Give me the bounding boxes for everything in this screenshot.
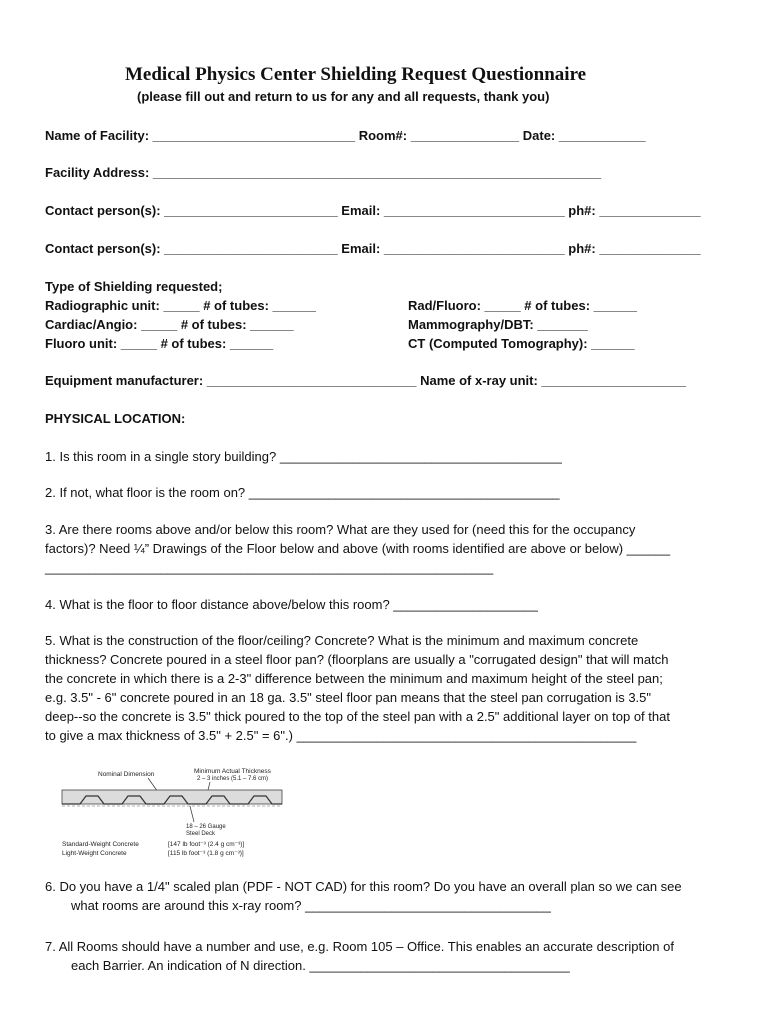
facility-line[interactable]: Name of Facility: ____________________________ Room#: _______________ Date: ____________ xyxy=(45,128,646,143)
question-7-line-2[interactable]: each Barrier. An indication of N direction. ____________________________________ xyxy=(71,958,570,973)
shielding-fluoro[interactable]: Fluoro unit: _____ # of tubes: ______ xyxy=(45,336,274,351)
shielding-mammography[interactable]: Mammography/DBT: _______ xyxy=(408,317,588,332)
question-5-line-3: the concrete in which there is a 2-3" difference between the minimum and maximum height of the steel pan; xyxy=(45,671,663,686)
shielding-radiographic[interactable]: Radiographic unit: _____ # of tubes: ______ xyxy=(45,298,316,313)
question-7-line-1: 7. All Rooms should have a number and use, e.g. Room 105 – Office. This enables an accurate description of xyxy=(45,939,674,954)
diagram-deck-label: Steel Deck xyxy=(186,831,216,837)
question-5-line-1: 5. What is the construction of the floor/ceiling? Concrete? What is the minimum and maximum concrete xyxy=(45,633,639,648)
question-2[interactable]: 2. If not, what floor is the room on? ___________________________________________ xyxy=(45,485,560,500)
diagram-min-thickness-label: Minimum Actual Thickness xyxy=(194,768,271,775)
question-5-line-6[interactable]: to give a max thickness of 3.5" + 2.5" = 6".) _______________________________________________ xyxy=(45,728,637,743)
diagram-light-weight-label: Light-Weight Concrete xyxy=(62,850,127,857)
shielding-ct[interactable]: CT (Computed Tomography): ______ xyxy=(408,336,635,351)
shielding-cardiac[interactable]: Cardiac/Angio: _____ # of tubes: ______ xyxy=(45,317,294,332)
question-6-line-1: 6. Do you have a 1/4" scaled plan (PDF - NOT CAD) for this room? Do you have an overall plan so we can see xyxy=(45,879,682,894)
diagram-standard-weight-value: [147 lb foot⁻³ (2.4 g cm⁻³)] xyxy=(168,841,245,848)
diagram-nominal-label: Nominal Dimension xyxy=(98,771,155,778)
question-4[interactable]: 4. What is the floor to floor distance above/below this room? ____________________ xyxy=(45,597,538,612)
page-subtitle: (please fill out and return to us for any and all requests, thank you) xyxy=(137,89,550,104)
question-5-line-4: e.g. 3.5" - 6" concrete poured in an 18 ga. 3.5" steel floor pan means that the steel pan corrugation is 3.5" xyxy=(45,690,652,705)
question-6-line-2[interactable]: what rooms are around this x-ray room? __________________________________ xyxy=(71,898,551,913)
diagram-light-weight-value: [115 lb foot⁻³ (1.8 g cm⁻³)] xyxy=(168,850,244,857)
question-3-line-1: 3. Are there rooms above and/or below this room? What are they used for (need this for the occupancy xyxy=(45,522,636,537)
physical-location-heading: PHYSICAL LOCATION: xyxy=(45,411,186,426)
diagram-standard-weight-label: Standard-Weight Concrete xyxy=(62,841,139,848)
question-3-line-3[interactable]: ______________________________________________________________ xyxy=(45,560,494,575)
diagram-gauge-label: 18 – 26 Gauge xyxy=(186,824,226,830)
diagram-min-range-label: 2 – 3 inches (5.1 – 7.6 cm) xyxy=(197,776,269,782)
contact-line-2[interactable]: Contact person(s): ________________________ Email: _________________________ ph#: ______________ xyxy=(45,241,701,256)
shielding-heading: Type of Shielding requested; xyxy=(45,279,223,294)
shielding-rad-fluoro[interactable]: Rad/Fluoro: _____ # of tubes: ______ xyxy=(408,298,638,313)
question-1[interactable]: 1. Is this room in a single story building? _______________________________________ xyxy=(45,449,562,464)
question-5-line-2: thickness? Concrete poured in a steel floor pan? (floorplans are usually a "corrugated design" that will match xyxy=(45,652,669,667)
page-title: Medical Physics Center Shielding Request Questionnaire xyxy=(125,64,587,85)
address-line[interactable]: Facility Address: ______________________________________________________________ xyxy=(45,165,602,180)
concrete-deck-diagram xyxy=(60,766,290,858)
equipment-line[interactable]: Equipment manufacturer: _____________________________ Name of x-ray unit: ____________________ xyxy=(45,373,687,388)
contact-line-1[interactable]: Contact person(s): ________________________ Email: _________________________ ph#: ______________ xyxy=(45,203,701,218)
question-5-line-5: deep--so the concrete is 3.5" thick poured to the top of the steel pan with a 2.5" additional layer on top of that xyxy=(45,709,670,724)
question-3-line-2[interactable]: factors)? Need ¼” Drawings of the Floor below and above (with rooms identified are above or below) ______ xyxy=(45,541,671,556)
